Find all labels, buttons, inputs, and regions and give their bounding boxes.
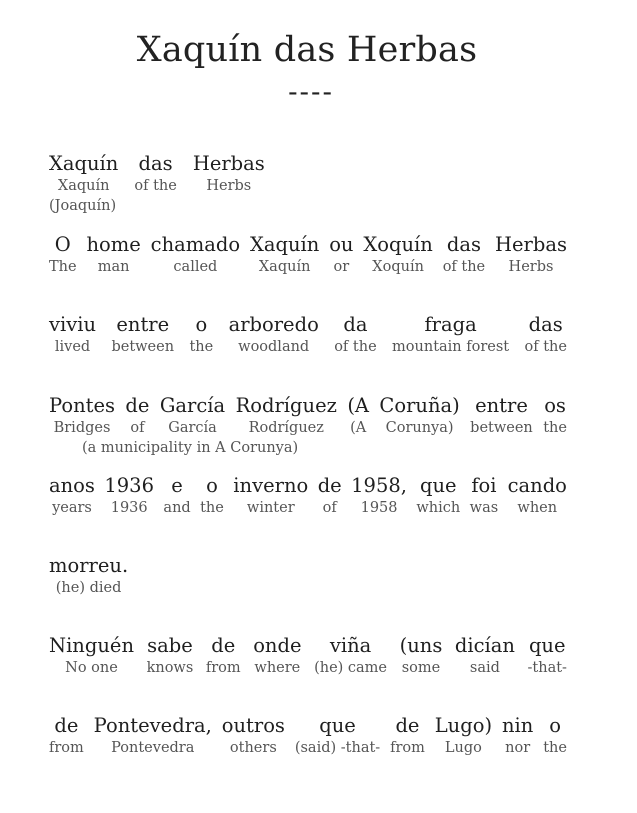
- word-pair: [329, 233, 353, 277]
- source-word: 1958,: [351, 474, 407, 497]
- source-word: da: [343, 313, 368, 336]
- gloss-note: (Joaquín): [49, 198, 117, 214]
- word-pair: [86, 233, 140, 277]
- gloss-word: García: [168, 420, 217, 436]
- gloss-word: Pontevedra: [111, 740, 195, 756]
- source-word: Xaquín: [249, 233, 320, 256]
- word-pair: [49, 152, 118, 196]
- source-word: e: [171, 474, 183, 497]
- word-pair: [229, 313, 319, 357]
- gloss-line: [49, 634, 567, 678]
- source-word: de: [395, 714, 420, 737]
- gloss-word: knows: [146, 660, 194, 676]
- gloss-word: -that-: [527, 660, 567, 676]
- gloss-word: No one: [65, 660, 118, 676]
- source-word: ou: [329, 233, 354, 256]
- word-pair: [295, 714, 380, 758]
- source-word: sabe: [147, 634, 193, 657]
- source-word: dicían: [454, 634, 515, 657]
- source-word: entre: [475, 394, 528, 417]
- source-word: García: [159, 394, 226, 417]
- source-word: que: [528, 634, 566, 657]
- gloss-line: [49, 474, 567, 518]
- word-pair: [470, 474, 499, 518]
- word-pair: [147, 634, 194, 678]
- gloss-word: (said) -that-: [294, 740, 381, 756]
- source-word: arboredo: [228, 313, 319, 336]
- gloss-word: of: [322, 500, 337, 516]
- source-word: viviu: [49, 313, 97, 336]
- word-pair: [206, 634, 241, 678]
- word-pair: [250, 233, 319, 277]
- source-word: anos: [49, 474, 95, 497]
- gloss-word: the: [189, 339, 214, 355]
- source-word: de: [125, 394, 150, 417]
- gloss-word: of the: [524, 339, 567, 355]
- word-pair: [435, 714, 492, 758]
- word-pair: [111, 313, 174, 357]
- word-pair: [502, 714, 533, 758]
- page-title: Xaquín das Herbas: [136, 30, 478, 70]
- word-pair: [222, 714, 285, 758]
- source-word: de: [54, 714, 79, 737]
- word-pair: [508, 474, 567, 518]
- source-word: que: [319, 714, 356, 737]
- word-pair: [94, 714, 212, 758]
- word-pair: [416, 474, 460, 518]
- gloss-word: said: [469, 660, 500, 676]
- source-word: morreu.: [49, 554, 129, 577]
- word-pair: [200, 474, 224, 518]
- word-pair: [528, 634, 567, 678]
- gloss-word: between: [470, 420, 533, 436]
- word-pair: [233, 474, 308, 518]
- source-word: onde: [253, 634, 302, 657]
- source-word: de: [317, 474, 342, 497]
- word-pair: [49, 474, 95, 518]
- word-pair: [49, 634, 134, 678]
- word-pair: [163, 474, 190, 518]
- source-word: entre: [116, 313, 170, 336]
- gloss-word: (he) came: [314, 660, 388, 676]
- gloss-word: (A: [350, 420, 367, 436]
- source-word: Herbas: [192, 152, 265, 175]
- word-pair: [253, 634, 301, 678]
- source-word: (uns: [399, 634, 443, 657]
- word-pair: [455, 634, 515, 678]
- word-pair: [379, 394, 459, 438]
- source-word: das: [446, 233, 481, 256]
- source-word: home: [86, 233, 141, 256]
- gloss-word: mountain forest: [392, 339, 510, 355]
- source-word: O: [54, 233, 71, 256]
- word-pair: [49, 714, 84, 758]
- gloss-word: Xoquín: [372, 259, 424, 275]
- word-pair: [318, 474, 342, 518]
- gloss-word: the: [200, 500, 224, 516]
- gloss-word: Herbs: [206, 178, 252, 194]
- gloss-line: [49, 152, 567, 216]
- word-pair: [495, 233, 567, 277]
- word-pair: [134, 152, 176, 196]
- word-pair: [49, 554, 128, 598]
- word-pair: [160, 394, 225, 438]
- source-word: o: [549, 714, 561, 737]
- gloss-word: of the: [134, 178, 177, 194]
- word-pair: [193, 152, 265, 196]
- gloss-word: the: [543, 740, 567, 756]
- word-pair: [351, 474, 407, 518]
- gloss-word: Xaquín: [258, 259, 311, 275]
- gloss-word: Rodríguez: [248, 420, 324, 436]
- gloss-line: [49, 554, 567, 598]
- word-pair: [443, 233, 485, 277]
- source-word: das: [528, 313, 563, 336]
- source-word: Ninguén: [49, 634, 134, 657]
- title-divider: ----: [288, 75, 334, 108]
- gloss-word: 1958: [360, 500, 398, 516]
- gloss-word: lived: [54, 339, 91, 355]
- source-word: Coruña): [379, 394, 460, 417]
- gloss-word: and: [163, 500, 191, 516]
- gloss-word: some: [401, 660, 441, 676]
- gloss-line: [49, 313, 567, 357]
- gloss-word: others: [229, 740, 277, 756]
- source-word: (A: [347, 394, 370, 417]
- gloss-word: from: [390, 740, 425, 756]
- gloss-word: which: [416, 500, 461, 516]
- gloss-word: Herbs: [508, 259, 554, 275]
- source-word: Rodríguez: [235, 394, 337, 417]
- gloss-word: winter: [246, 500, 295, 516]
- word-pair: [314, 634, 387, 678]
- gloss-word: from: [49, 740, 84, 756]
- word-pair: [543, 394, 567, 438]
- source-word: fraga: [424, 313, 477, 336]
- source-word: Herbas: [495, 233, 567, 256]
- word-pair: [189, 313, 213, 357]
- gloss-word: called: [173, 259, 218, 275]
- gloss-word: was: [469, 500, 499, 516]
- word-pair: [49, 233, 77, 277]
- source-word: de: [211, 634, 236, 657]
- word-pair: [125, 394, 149, 438]
- word-pair: [543, 714, 567, 758]
- word-pair: [525, 313, 567, 357]
- word-pair: [363, 233, 432, 277]
- source-word: que: [420, 474, 457, 497]
- gloss-word: 1936: [110, 500, 148, 516]
- source-word: das: [138, 152, 173, 175]
- gloss-word: where: [254, 660, 301, 676]
- word-pair: [392, 313, 509, 357]
- word-pair: [49, 394, 115, 438]
- source-word: outros: [221, 714, 285, 737]
- gloss-word: Bridges: [53, 420, 111, 436]
- gloss-word: years: [52, 500, 92, 516]
- gloss-word: Corunya): [385, 420, 454, 436]
- word-pair: [470, 394, 533, 438]
- gloss-note: (a municipality in A Corunya): [82, 440, 299, 456]
- word-pair: [104, 474, 154, 518]
- word-pair: [400, 634, 443, 678]
- gloss-word: woodland: [238, 339, 310, 355]
- source-word: 1936: [104, 474, 154, 497]
- source-word: Lugo): [434, 714, 493, 737]
- gloss-word: of: [130, 420, 145, 436]
- gloss-line: [49, 233, 567, 277]
- gloss-word: from: [205, 660, 241, 676]
- gloss-word: man: [97, 259, 130, 275]
- gloss-word: between: [111, 339, 175, 355]
- source-word: os: [544, 394, 566, 417]
- source-word: cando: [507, 474, 567, 497]
- gloss-word: Lugo: [444, 740, 482, 756]
- word-pair: [49, 313, 96, 357]
- source-word: nin: [501, 714, 534, 737]
- word-pair: [151, 233, 240, 277]
- gloss-word: Xaquín: [57, 178, 110, 194]
- source-word: Xoquín: [363, 233, 433, 256]
- source-word: inverno: [233, 474, 309, 497]
- source-word: Pontevedra,: [93, 714, 212, 737]
- gloss-word: of the: [442, 259, 486, 275]
- source-word: Xaquín: [49, 152, 119, 175]
- source-word: chamado: [150, 233, 241, 256]
- source-word: o: [195, 313, 208, 336]
- source-word: Pontes: [49, 394, 116, 417]
- gloss-line: [49, 394, 567, 458]
- word-pair: [334, 313, 376, 357]
- gloss-word: The: [49, 259, 77, 275]
- source-word: foi: [471, 474, 497, 497]
- word-pair: [390, 714, 425, 758]
- gloss-word: the: [543, 420, 567, 436]
- gloss-word: (he) died: [55, 580, 122, 596]
- gloss-line: [49, 714, 567, 758]
- gloss-word: nor: [505, 740, 531, 756]
- gloss-word: or: [333, 259, 350, 275]
- word-pair: [236, 394, 337, 438]
- source-word: viña: [329, 634, 372, 657]
- gloss-word: of the: [334, 339, 377, 355]
- gloss-word: when: [517, 500, 558, 516]
- source-word: o: [206, 474, 218, 497]
- word-pair: [347, 394, 369, 438]
